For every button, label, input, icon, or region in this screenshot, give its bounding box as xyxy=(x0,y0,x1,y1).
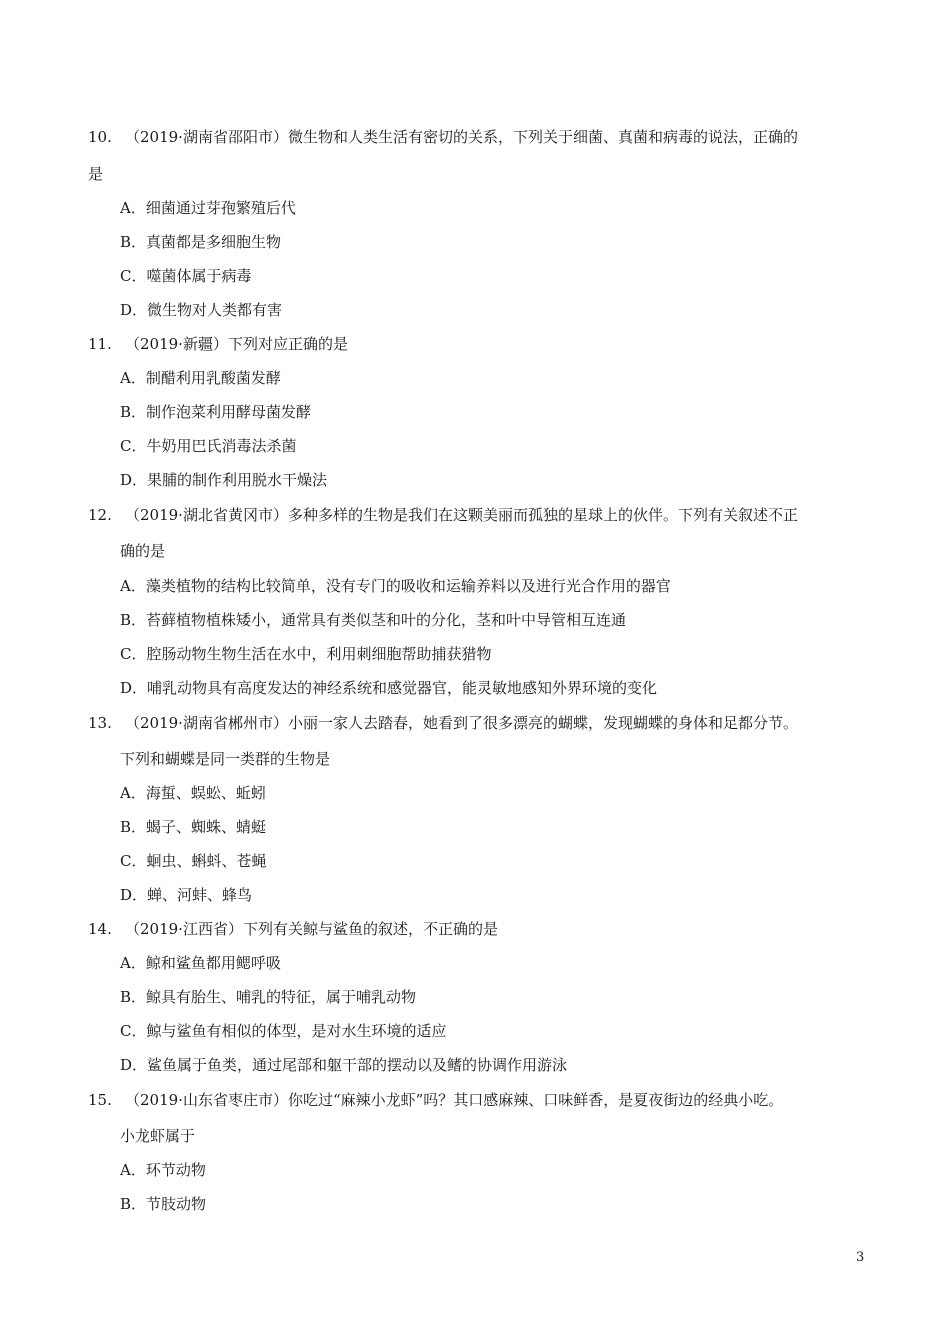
question-number: 11. xyxy=(88,335,112,353)
option-b: B．制作泡菜利用酵母菌发酵 xyxy=(120,403,312,421)
option-a: A．鲸和鲨鱼都用鳃呼吸 xyxy=(120,954,281,972)
option-a: A．制醋利用乳酸菌发酵 xyxy=(120,369,281,387)
question-number: 15. xyxy=(88,1091,112,1109)
question-number: 13. xyxy=(88,714,112,732)
page-number: 3 xyxy=(856,1250,865,1265)
option-a: A．细菌通过芽孢繁殖后代 xyxy=(120,199,296,217)
option-b: B．鲸具有胎生、哺乳的特征，属于哺乳动物 xyxy=(120,988,417,1006)
option-d: D．鲨鱼属于鱼类，通过尾部和躯干部的摆动以及鳍的协调作用游泳 xyxy=(120,1056,568,1074)
question-text: （2019·湖南省郴州市）小丽一家人去踏春，她看到了很多漂亮的蝴蝶，发现蝴蝶的身体和足都分节。 xyxy=(125,714,798,732)
question-number: 10. xyxy=(88,128,112,146)
question-text-continuation: 小龙虾属于 xyxy=(120,1127,196,1145)
question-text: （2019·湖北省黄冈市）多种多样的生物是我们在这颗美丽而孤独的星球上的伙伴。下列有关叙述不正 xyxy=(125,506,798,524)
question-text-continuation: 是 xyxy=(88,165,104,183)
option-a: A．环节动物 xyxy=(120,1161,206,1179)
option-c: C．蛔虫、蝌蚪、苍蝇 xyxy=(120,852,267,870)
option-b: B．苔藓植物植株矮小，通常具有类似茎和叶的分化，茎和叶中导管相互连通 xyxy=(120,611,627,629)
question-number: 14. xyxy=(88,920,112,938)
question-text-continuation: 确的是 xyxy=(120,542,166,560)
option-c: C．噬菌体属于病毒 xyxy=(120,267,252,285)
option-b: B．蝎子、蜘蛛、蜻蜓 xyxy=(120,818,267,836)
question-number: 12. xyxy=(88,506,112,524)
option-d: D．微生物对人类都有害 xyxy=(120,301,283,319)
option-b: B．真菌都是多细胞生物 xyxy=(120,233,282,251)
question-text: （2019·湖南省邵阳市）微生物和人类生活有密切的关系，下列关于细菌、真菌和病毒的说法，正确的 xyxy=(125,128,798,146)
option-c: C．牛奶用巴氏消毒法杀菌 xyxy=(120,437,297,455)
option-d: D．蝉、河蚌、蜂鸟 xyxy=(120,886,253,904)
question-text: （2019·江西省）下列有关鲸与鲨鱼的叙述，不正确的是 xyxy=(125,920,498,938)
option-c: C．鲸与鲨鱼有相似的体型，是对水生环境的适应 xyxy=(120,1022,447,1040)
option-d: D．果脯的制作利用脱水干燥法 xyxy=(120,471,328,489)
question-text-continuation: 下列和蝴蝶是同一类群的生物是 xyxy=(120,750,331,768)
question-text: （2019·新疆）下列对应正确的是 xyxy=(125,335,348,353)
option-b: B．节肢动物 xyxy=(120,1195,207,1213)
option-a: A．海蜇、蜈蚣、蚯蚓 xyxy=(120,784,266,802)
question-text: （2019·山东省枣庄市）你吃过“麻辣小龙虾”吗？其口感麻辣、口味鲜香，是夏夜街边的经典小吃。 xyxy=(125,1091,784,1109)
option-d: D．哺乳动物具有高度发达的神经系统和感觉器官，能灵敏地感知外界环境的变化 xyxy=(120,679,658,697)
option-c: C．腔肠动物生物生活在水中，利用刺细胞帮助捕获猎物 xyxy=(120,645,492,663)
option-a: A．藻类植物的结构比较简单，没有专门的吸收和运输养料以及进行光合作用的器官 xyxy=(120,577,671,595)
